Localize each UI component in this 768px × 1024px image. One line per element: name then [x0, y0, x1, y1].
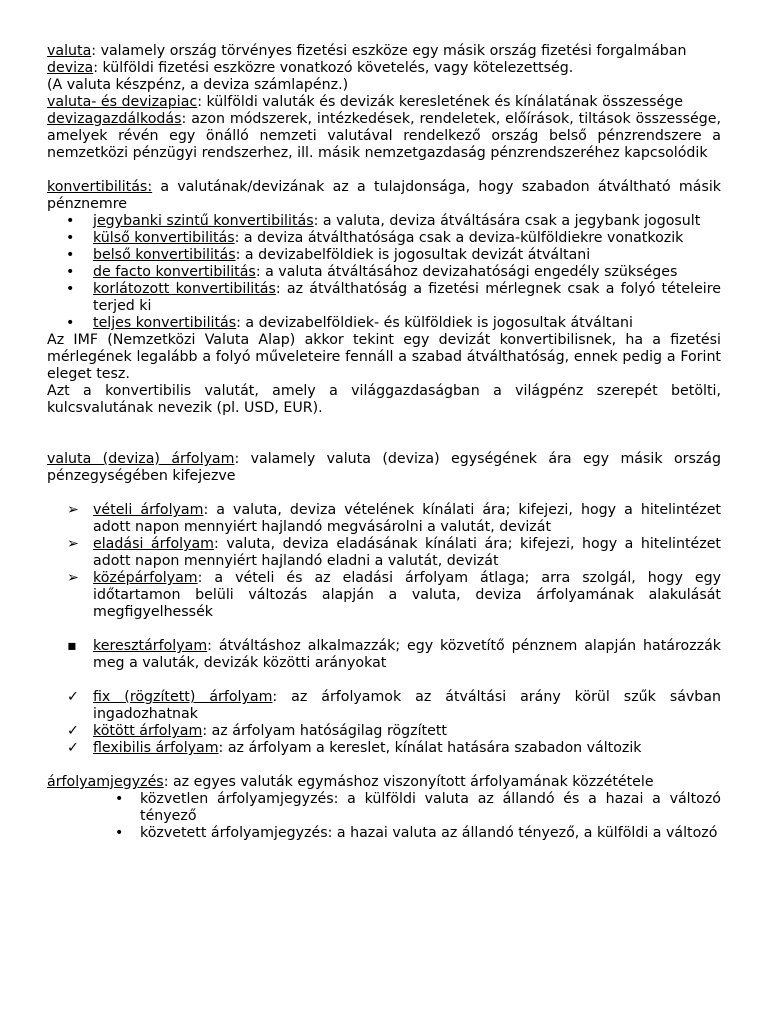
term: konvertibilitás: [47, 179, 153, 195]
term: deviza [47, 60, 94, 76]
spacer [47, 672, 721, 689]
list-item: ✓ flexibilis árfolyam: az árfolyam a kereslet, kínálat hatására szabadon változik [67, 740, 642, 756]
document-page [47, 43, 721, 842]
spacer [47, 485, 721, 502]
term: valuta [47, 43, 92, 59]
bullet-icon: • [66, 230, 75, 246]
arrow-bullet-icon: ➢ [67, 570, 79, 586]
arrow-bullet-icon: ➢ [67, 536, 79, 552]
definition-deviza: deviza: külföldi fizetési eszközre vonatkozó követelés, vagy kötelezettség. [47, 60, 574, 76]
list-item: • külső konvertibilitás: a deviza átválthatósága csak a deviza-külföldiekre vonatkozik [66, 230, 684, 246]
bullet-icon: • [115, 791, 124, 807]
arrow-bullet-icon: ➢ [67, 502, 79, 518]
list-item: ✓ kötött árfolyam: az árfolyam hatóságilag rögzített [67, 723, 447, 739]
bullet-icon: • [66, 315, 75, 331]
spacer [47, 417, 721, 434]
definition-arfolyamjegyzes: árfolyamjegyzés: az egyes valuták egymáshoz viszonyított árfolyamának közzététele [47, 774, 654, 790]
spacer [47, 434, 721, 451]
term: devizagazdálkodás [47, 111, 182, 127]
list-item: ➢ eladási árfolyam: valuta, deviza eladásának kínálati ára; kifejezi, hogy a hitelintézet adott napon mennyiért hajlandó eladni a valutát, devizát [67, 536, 721, 569]
list-item: ➢ vételi árfolyam: a valuta, deviza vételének kínálati ára; kifejezi, hogy a hitelintézet adott napon mennyiért hajlandó megvásárolni a valutát, devizát [67, 502, 721, 535]
list-item: • de facto konvertibilitás: a valuta átváltásához devizahatósági engedély szükséges [66, 264, 678, 280]
list-item: ➢ középárfolyam: a vételi és az eladási árfolyam átlaga; arra szolgál, hogy egy időtartamon belüli változás alapján a valuta, deviza árfolyamának alakulását megfigyelhessék [67, 570, 721, 620]
definition-arfolyam: valuta (deviza) árfolyam: valamely valuta (deviza) egységének ára egy másik ország pénzegységében kifejezve [47, 451, 721, 484]
term: valuta- és devizapiac [47, 94, 198, 110]
definition-devizapiac: valuta- és devizapiac: külföldi valuták és devizák keresletének és kínálatának összessége [47, 94, 684, 110]
bullet-icon: • [66, 264, 75, 280]
arfolyam-check-list [47, 689, 721, 757]
definition-note: (A valuta készpénz, a deviza számlapénz.) [47, 77, 349, 93]
definition-valuta: valuta: valamely ország törvényes fizetési eszköze egy másik ország fizetési forgalmában [47, 43, 687, 59]
check-icon: ✓ [67, 689, 79, 705]
list-item: • közvetett árfolyamjegyzés: a hazai valuta az állandó tényező, a külföldi a változó [115, 825, 718, 841]
imf-paragraph: Az IMF (Nemzetközi Valuta Alap) akkor tekint egy devizát konvertibilisnek, ha a fizetési mérlegének legalább a folyó műveleteire fennáll a szabad átválthatóság, ennek pedig a Forint eleget tesz. [47, 332, 721, 382]
list-item: ▪ keresztárfolyam: átváltáshoz alkalmazzák; egy közvetítő pénznem alapján határozzák meg a valuták, devizák közötti arányokat [67, 638, 721, 671]
list-item: • korlátozott konvertibilitás: az átválthatóság a fizetési mérlegnek csak a folyó tételeire terjed ki [66, 281, 721, 314]
spacer [47, 757, 721, 774]
term: árfolyamjegyzés [47, 774, 164, 790]
square-bullet-icon: ▪ [67, 638, 77, 654]
list-item: • belső konvertibilitás: a devizabelföldiek is jogosultak devizát átváltani [66, 247, 591, 263]
bullet-icon: • [66, 213, 75, 229]
list-item: • teljes konvertibilitás: a devizabelföldiek- és külföldiek is jogosultak átváltani [66, 315, 633, 331]
bullet-icon: • [66, 281, 75, 297]
spacer [47, 162, 721, 179]
bullet-icon: • [66, 247, 75, 263]
check-icon: ✓ [67, 723, 79, 739]
list-item: • közvetlen árfolyamjegyzés: a külföldi valuta az állandó és a hazai a változó tényező [115, 791, 721, 824]
spacer [47, 621, 721, 638]
list-item: • jegybanki szintű konvertibilitás: a valuta, deviza átváltására csak a jegybank jogosult [66, 213, 701, 229]
term: valuta (deviza) árfolyam [47, 451, 235, 467]
jegyzes-list [47, 791, 721, 842]
konvertibilitas-list [47, 213, 721, 332]
definition-devizagazdalkodas: devizagazdálkodás: azon módszerek, intézkedések, rendeletek, előírások, tiltások összessége, amelyek révén egy önálló nemzeti valutával rendelkező ország belső pénzrendszere a nemzetközi pénzügyi rendszerhez, ill. másik nemzetgazdaság pénzrendszeréhez kapcsolódik [47, 111, 721, 161]
list-item: ✓ fix (rögzített) árfolyam: az árfolyamok az átváltási arány körül szűk sávban ingadozhatnak [67, 689, 721, 722]
bullet-icon: • [115, 825, 124, 841]
arfolyam-arrow-list [47, 502, 721, 621]
check-icon: ✓ [67, 740, 79, 756]
definition-konvertibilitas: konvertibilitás: a valutának/devizának az a tulajdonsága, hogy szabadon átváltható másik pénznemre [47, 179, 721, 212]
kulcsvaluta-paragraph: Azt a konvertibilis valutát, amely a világgazdaságban a világpénz szerepét betölti, kulcsvalutának nevezik (pl. USD, EUR). [47, 383, 721, 416]
arfolyam-square-list [47, 638, 721, 672]
